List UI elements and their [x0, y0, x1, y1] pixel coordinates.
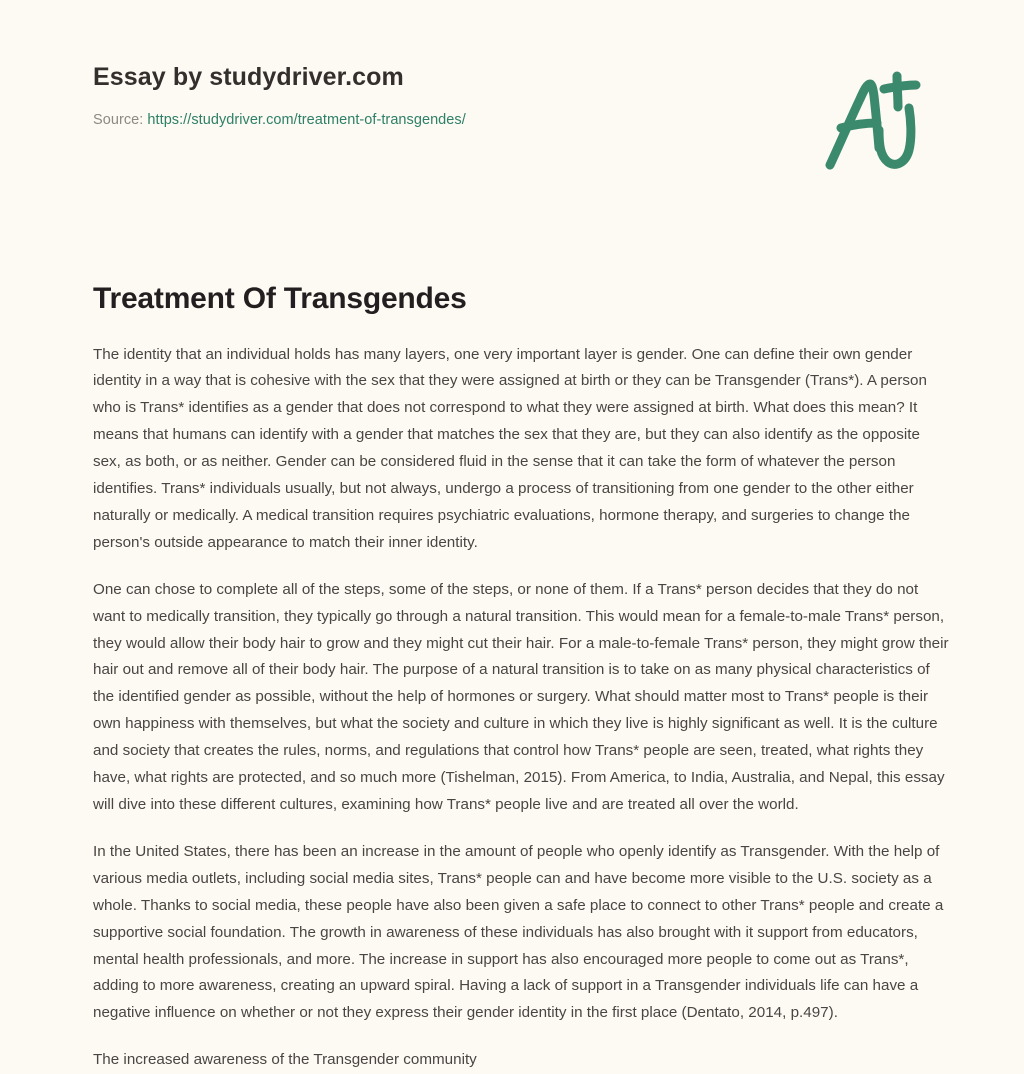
- paragraph: The increased awareness of the Transgender community: [93, 1051, 477, 1069]
- paragraph: In the United States, there has been an increase in the amount of people who openly identify as Transgender. With the help of various media outlets, including social media sites, Trans* people can and have become more visible to the U.S. society as a whole. Thanks to social media, these people have also been given a safe place to connect to other Trans* people and create a supportive social foundation. The growth in awareness of these individuals has also brought with it support from educators, mental health professionals, and more. The increase in support has also encouraged more people to come out as Trans*, adding to more awareness, creating an upward spiral. Having a lack of support in a Transgender individuals life can have a negative influence on whether or not they express their gender identity in the first place (Dentato, 2014, p.497).: [93, 842, 944, 1022]
- header-left-block: [93, 62, 466, 130]
- byline: Essay by studydriver.com: [93, 63, 404, 91]
- source-line: [93, 111, 466, 130]
- page-header: [0, 0, 1024, 178]
- essay-body: [0, 318, 1024, 1074]
- source-url-link[interactable]: https://studydriver.com/treatment-of-transgendes/: [147, 112, 466, 128]
- paragraph: One can chose to complete all of the steps, some of the steps, or none of them. If a Trans* person decides that they do not want to medically transition, they typically go through a natural transition. This would mean for a female-to-male Trans* person, they would allow their body hair to grow and they might cut their hair. For a male-to-female Trans* person, they might grow their hair out and remove all of their body hair. The purpose of a natural transition is to take on as many physical characteristics of the identified gender as possible, without the help of hormones or surgery. What should matter most to Trans* people is their own happiness with themselves, but what the society and culture in which they live is highly significant as well. It is the culture and society that creates the rules, norms, and regulations that control how Trans* people are seen, treated, what rights they have, what rights are protected, and so much more (Tishelman, 2015). From America, to India, Australia, and Nepal, this essay will dive into these different cultures, examining how Trans* people live and are treated all over the world.: [93, 580, 949, 813]
- a-plus-logo-icon: [816, 68, 936, 178]
- page-title: Treatment Of Transgendes: [93, 282, 467, 315]
- paragraph: The identity that an individual holds has many layers, one very important layer is gender. One can define their own gender identity in a way that is cohesive with the sex that they were assigned at birth or they can be Transgender (Trans*). A person who is Trans* identifies as a gender that does not correspond to what they were assigned at birth. What does this mean? It means that humans can identify with a gender that matches the sex that they are, but they can also identify as the opposite sex, as both, or as neither. Gender can be considered fluid in the sense that it can take the form of whatever the person identifies. Trans* individuals usually, but not always, undergo a process of transitioning from one gender to the other either naturally or medically. A medical transition requires psychiatric evaluations, hormone therapy, and surgeries to change the person's outside appearance to match their inner identity.: [93, 345, 927, 551]
- source-label: Source:: [93, 112, 144, 128]
